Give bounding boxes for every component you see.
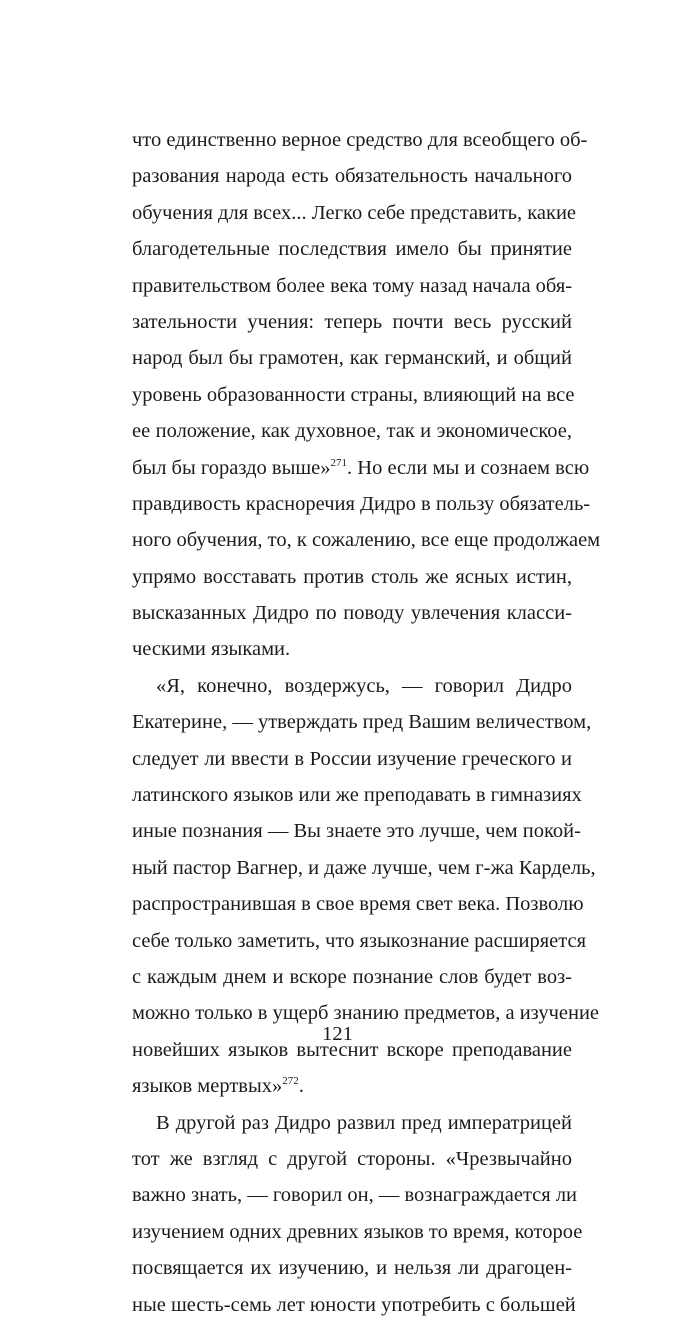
footnote-ref: 271: [330, 456, 348, 469]
text-line: латинского языков или же преподавать в гимназиях: [132, 784, 582, 807]
text-line: высказанных Дидро по поводу увлечения класси-: [132, 602, 572, 625]
text-line: можно только в ущерб знанию предметов, а изучение: [132, 1002, 600, 1025]
text-line: правительством более века тому назад начала обя-: [132, 274, 573, 297]
text-line: «Я, конечно, воздержусь, — говорил Дидро: [156, 674, 572, 697]
text-line: тот же взгляд с другой стороны. «Чрезвычайно: [132, 1147, 572, 1170]
text-line: с каждым днем и вскоре познание слов будет воз-: [132, 965, 572, 988]
footnote-ref: 272: [282, 1075, 299, 1088]
text-line: [132, 1068, 572, 1104]
text-segment: был бы гораздо выше»: [132, 456, 331, 479]
text-line: В другой раз Дидро развил пред императрицей: [156, 1111, 572, 1134]
page-number: 121: [322, 1023, 353, 1045]
text-line: народ был бы грамотен, как германский, и общий: [132, 347, 572, 370]
text-line: уровень образованности страны, влияющий на все: [132, 383, 575, 406]
text-line: Екатерине, — утверждать пред Вашим величеством,: [132, 711, 592, 734]
text-line: себе только заметить, что языкознание расширяется: [132, 929, 587, 952]
text-line: ного обучения, то, к сожалению, все еще продолжаем: [132, 529, 601, 552]
text-segment: .: [298, 1075, 304, 1098]
text-line: что единственно верное средство для всеобщего об-: [132, 129, 588, 151]
text-line: упрямо восставать против столь же ясных истин,: [132, 565, 572, 588]
text-line: ее положение, как духовное, так и экономическое,: [132, 420, 572, 443]
text-line: ные шесть-семь лет юности употребить с большей: [132, 1293, 576, 1316]
text-line: правдивость красноречия Дидро в пользу обязатель-: [132, 492, 591, 515]
text-line: обучения для всех... Легко себе представить, какие: [132, 201, 577, 224]
text-line: новейших языков вытеснит вскоре преподавание: [132, 1038, 572, 1061]
text-line: [132, 450, 590, 486]
text-segment: . Но если мы и сознаем всю: [347, 456, 590, 479]
text-line: зательности учения: теперь почти весь русский: [132, 310, 572, 333]
body-text: [132, 122, 601, 1323]
text-line: разования народа есть обязательность начального: [132, 165, 572, 188]
text-line: благодетельные последствия имело бы принятие: [132, 238, 572, 261]
text-line: важно знать, — говорил он, — вознаграждается ли: [132, 1184, 578, 1207]
text-line: посвящается их изучению, и нельзя ли драгоцен-: [132, 1257, 572, 1280]
text-line: ческими языками.: [132, 638, 291, 661]
text-segment: языков мертвых»: [132, 1075, 283, 1098]
text-line: следует ли ввести в России изучение греческого и: [132, 747, 572, 770]
text-line: изучением одних древних языков то время, которое: [132, 1220, 583, 1243]
text-line: распространившая в свое время свет века. Позволю: [132, 893, 584, 916]
text-line: иные познания — Вы знаете это лучше, чем покой-: [132, 820, 581, 843]
text-line: ный пастор Вагнер, и даже лучше, чем г-жа Кардель,: [132, 856, 596, 879]
